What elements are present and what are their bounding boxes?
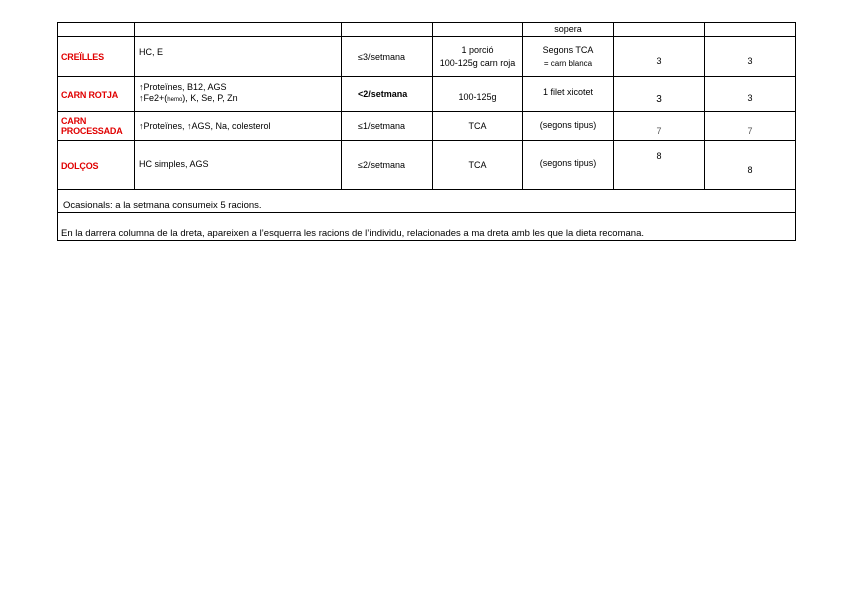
food-name-line: CARN [61, 116, 87, 126]
food-name-line: DOLÇOS [61, 161, 99, 171]
cell-empty [705, 23, 796, 37]
table-row [58, 37, 796, 77]
table-row [58, 112, 796, 141]
food-name [58, 37, 135, 77]
cell-empty [342, 23, 433, 37]
food-name-line: PROCESSADA [61, 126, 123, 136]
portion-line: TCA [468, 159, 487, 170]
portion-cell [433, 112, 523, 141]
nutrients-cell [135, 77, 342, 112]
equivalence-line: (segons tipus) [539, 120, 597, 130]
equivalence-line: Segons TCA [542, 44, 594, 55]
equivalence-cell [523, 112, 614, 141]
cell-sopera: sopera [523, 23, 614, 37]
food-name-line: CREÏLLES [61, 51, 104, 62]
portion-cell [433, 77, 523, 112]
food-name [58, 77, 135, 112]
portion-line: 100-125g [458, 91, 497, 102]
food-name [58, 112, 135, 141]
portion-line: TCA [468, 120, 487, 131]
cell-empty [433, 23, 523, 37]
frequency-cell: <2/setmana [342, 77, 433, 112]
frequency-cell: ≤2/setmana [342, 141, 433, 190]
portion-line: 100-125g carn roja [439, 57, 516, 68]
recommended-rations: 8 [705, 141, 796, 190]
cell-empty [614, 23, 705, 37]
equivalence-cell [523, 37, 614, 77]
equivalence-line: 1 filet xicotet [542, 87, 594, 97]
cell-empty [58, 23, 135, 37]
individual-rations: 3 [614, 77, 705, 112]
nutrients-cell [135, 112, 342, 141]
nutrients-line: ↑Fe2+(hemo), K, Se, P, Zn [139, 93, 238, 103]
equivalence-cell [523, 77, 614, 112]
recommended-rations: 3 [705, 37, 796, 77]
frequency-cell: ≤3/setmana [342, 37, 433, 77]
equivalence-line: = carn blanca [543, 58, 593, 68]
nutrients-cell [135, 141, 342, 190]
recommended-rations: 7 [705, 112, 796, 141]
notes-divider [58, 212, 795, 213]
nutrients-line: HC, E [139, 47, 164, 57]
nutrients-line: HC simples, AGS [139, 159, 209, 169]
portion-line: 1 porció [461, 44, 494, 55]
individual-rations: 7 [614, 112, 705, 141]
food-name-line: CARN ROTJA [61, 90, 119, 100]
frequency-cell: ≤1/setmana [342, 112, 433, 141]
individual-rations: 3 [614, 37, 705, 77]
diet-table [57, 22, 796, 190]
hemo-subscript: hemo [167, 97, 183, 103]
table-row-header [58, 23, 796, 37]
nutrients-line: ↑Proteïnes, ↑AGS, Na, colesterol [139, 120, 271, 131]
nutrients-line: ↑Proteïnes, B12, AGS [139, 82, 227, 92]
equivalence-line: (segons tipus) [539, 158, 597, 168]
notes-box [57, 186, 796, 241]
portion-cell [433, 37, 523, 77]
note-explanation: En la darrera columna de la dreta, apareixen a l’esquerra les racions de l’individu, relacionades a ma dreta amb les que la dieta recomana. [61, 228, 644, 239]
equivalence-cell [523, 141, 614, 190]
recommended-rations: 3 [705, 77, 796, 112]
note-occasional: Ocasionals: a la setmana consumeix 5 racions. [63, 200, 262, 211]
food-name [58, 141, 135, 190]
table-row [58, 141, 796, 190]
nutrients-cell [135, 37, 342, 77]
individual-rations: 8 [614, 141, 705, 190]
table-row [58, 77, 796, 112]
portion-cell [433, 141, 523, 190]
cell-empty [135, 23, 342, 37]
